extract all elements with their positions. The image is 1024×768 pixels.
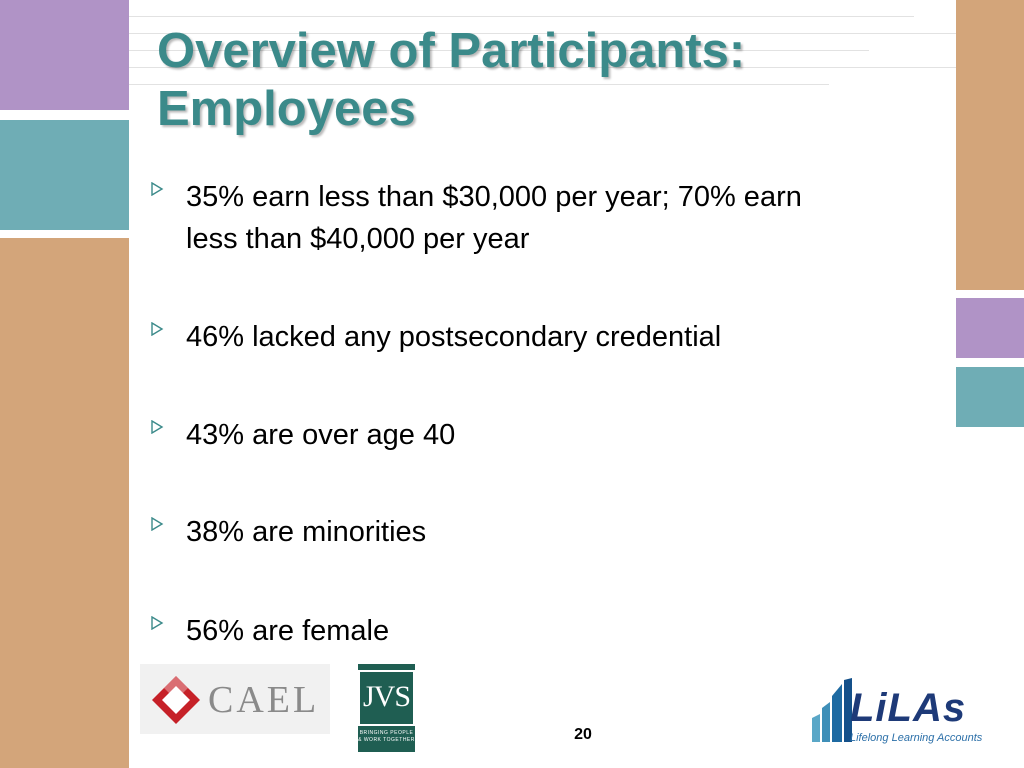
right-purple-block [956, 298, 1024, 358]
cael-diamond-icon [146, 670, 206, 730]
right-tan-block [956, 0, 1024, 290]
bullet-text: 46% lacked any postsecondary credential [186, 321, 722, 353]
triangle-bullet-icon [150, 517, 164, 531]
slide-title [157, 22, 947, 138]
cael-wordmark: CAEL [208, 679, 320, 721]
slide-title-line-2: Employees [157, 82, 416, 136]
page-number: 20 [574, 726, 592, 743]
cael-logo [140, 664, 330, 734]
left-teal-block [0, 120, 129, 230]
bullet-text: 35% earn less than $30,000 per year; 70% earn [186, 181, 802, 213]
slide-title-line-1: Overview of Participants: [157, 24, 746, 78]
bullet-text: 38% are minorities [186, 516, 427, 548]
jvs-logo [358, 664, 415, 752]
triangle-bullet-icon [150, 322, 164, 336]
jvs-tagline-line-2: & WORK TOGETHER [358, 737, 415, 743]
left-tan-block [0, 238, 129, 768]
jvs-tagline [358, 730, 415, 744]
triangle-bullet-icon [150, 420, 164, 434]
lilas-tagline: Lifelong Learning Accounts [850, 732, 983, 744]
jvs-wordmark: JVS [358, 670, 415, 726]
lilas-logo [808, 676, 998, 748]
left-purple-block [0, 0, 129, 110]
bullet-text: 56% are female [186, 615, 390, 647]
triangle-bullet-icon [150, 182, 164, 196]
triangle-bullet-icon [150, 616, 164, 630]
bullet-text: 43% are over age 40 [186, 419, 456, 451]
right-teal-block [956, 367, 1024, 427]
lilas-bars-icon [808, 678, 854, 742]
lilas-wordmark: LiLAs [850, 686, 967, 730]
jvs-tagline-line-1: BRINGING PEOPLE [359, 730, 414, 736]
bullet-text-continued: less than $40,000 per year [186, 223, 530, 255]
title-rule-1 [129, 16, 914, 17]
